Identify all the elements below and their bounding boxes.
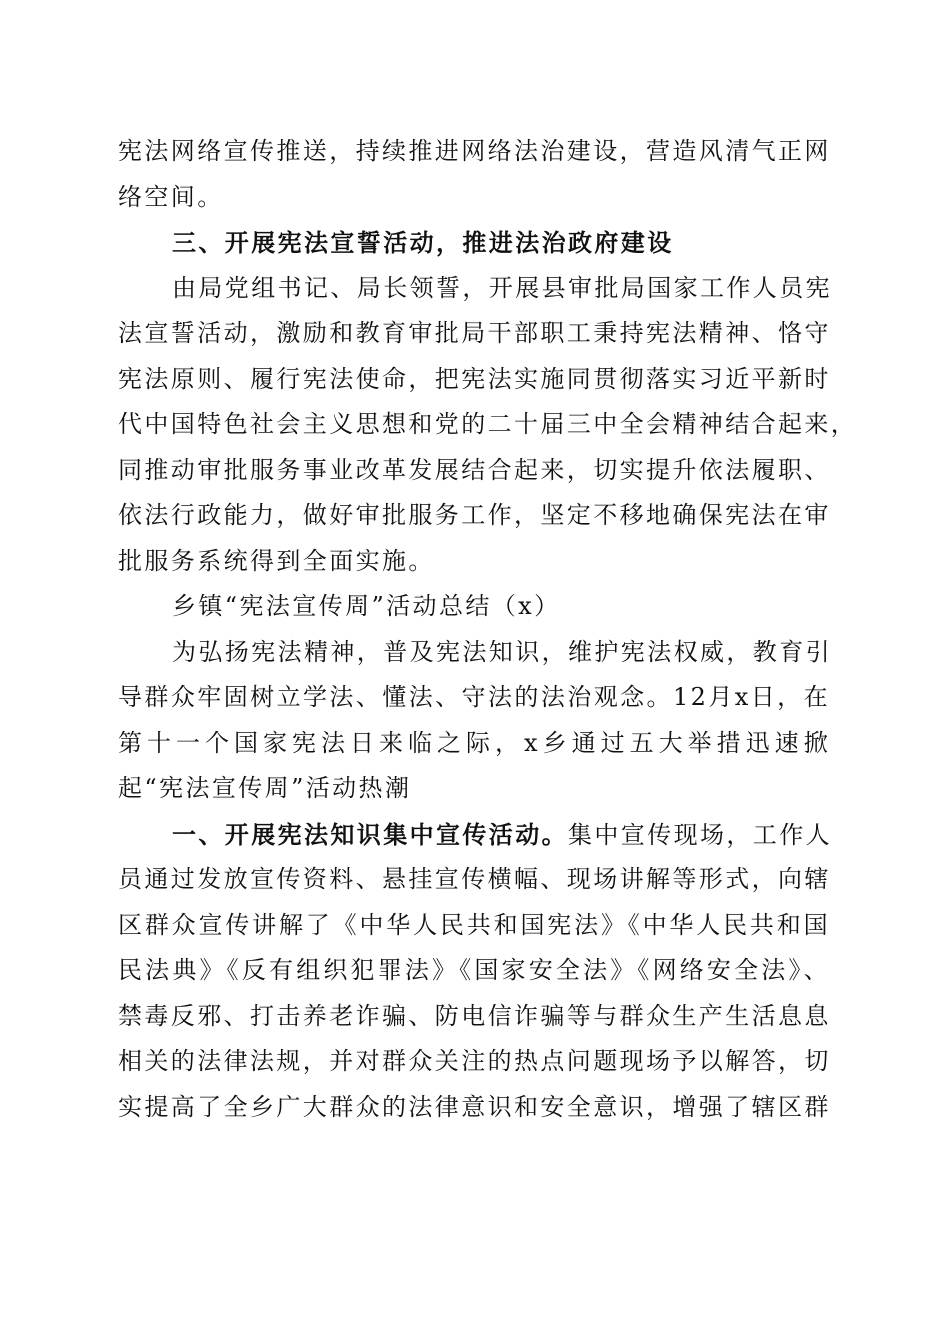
- text-line: 三、开展宪法宣誓活动，推进法治政府建设: [172, 228, 674, 257]
- text-line: 第十一个国家宪法日来临之际，x乡通过五大举措迅速掀: [118, 728, 830, 757]
- title-summary: [118, 584, 830, 630]
- text-line: 宪法网络宣传推送，持续推进网络法治建设，营造风清气正网: [118, 137, 831, 165]
- inline-heading: 一、开展宪法知识集中宣传活动。: [172, 819, 568, 849]
- text-line: 民法典》《反有组织犯罪法》《国家安全法》《网络安全法》、: [118, 956, 830, 984]
- text-line: [118, 812, 830, 858]
- text-line: 同推动审批服务事业改革发展结合起来，切实提升依法履职、: [118, 455, 831, 484]
- text-line: 由局党组书记、局长领誓，开展县审批局国家工作人员宪: [172, 273, 832, 302]
- text-line: 代中国特色社会主义思想和党的二十届三中全会精神结合起来，: [118, 410, 858, 438]
- text-line: 实提高了全乡广大群众的法律意识和安全意识，增强了辖区群: [118, 1092, 831, 1121]
- text-line: 员通过发放宣传资料、悬挂宣传横幅、现场讲解等形式，向辖: [118, 865, 831, 893]
- text-line: 起“宪法宣传周”活动热潮: [118, 774, 412, 802]
- text-line: 区群众宣传讲解了《中华人民共和国宪法》《中华人民共和国: [118, 910, 830, 939]
- text-line: 宪法原则、履行宪法使命，把宪法实施同贯彻落实习近平新时: [118, 364, 831, 393]
- text-line: 依法行政能力，做好审批服务工作，坚定不移地确保宪法在审: [118, 501, 831, 529]
- para-oath: [118, 266, 858, 585]
- para-intro: [118, 630, 830, 812]
- text-line: 导群众牢固树立学法、懂法、守法的法治观念。12月x日，在: [118, 683, 830, 711]
- text-line: 法宣誓活动，激励和教育审批局干部职工秉持宪法精神、恪守: [118, 319, 831, 347]
- text-line: 相关的法律法规，并对群众关注的热点问题现场予以解答，切: [118, 1047, 831, 1075]
- para-activity-one: [118, 812, 830, 1131]
- text-line: 乡镇“宪法宣传周”活动总结（x）: [172, 592, 561, 620]
- text-line: 为弘扬宪法精神，普及宪法知识，维护宪法权威，教育引: [172, 637, 832, 666]
- heading-three: [118, 220, 830, 266]
- document-body: [118, 129, 858, 1130]
- para-network: [118, 129, 830, 220]
- text-line: 批服务系统得到全面实施。: [118, 546, 435, 575]
- text-line: 络空间。: [118, 182, 224, 211]
- text-line: 禁毒反邪、打击养老诈骗、防电信诈骗等与群众生产生活息息: [118, 1001, 831, 1030]
- inline-text: 集中宣传现场，工作人: [568, 820, 832, 849]
